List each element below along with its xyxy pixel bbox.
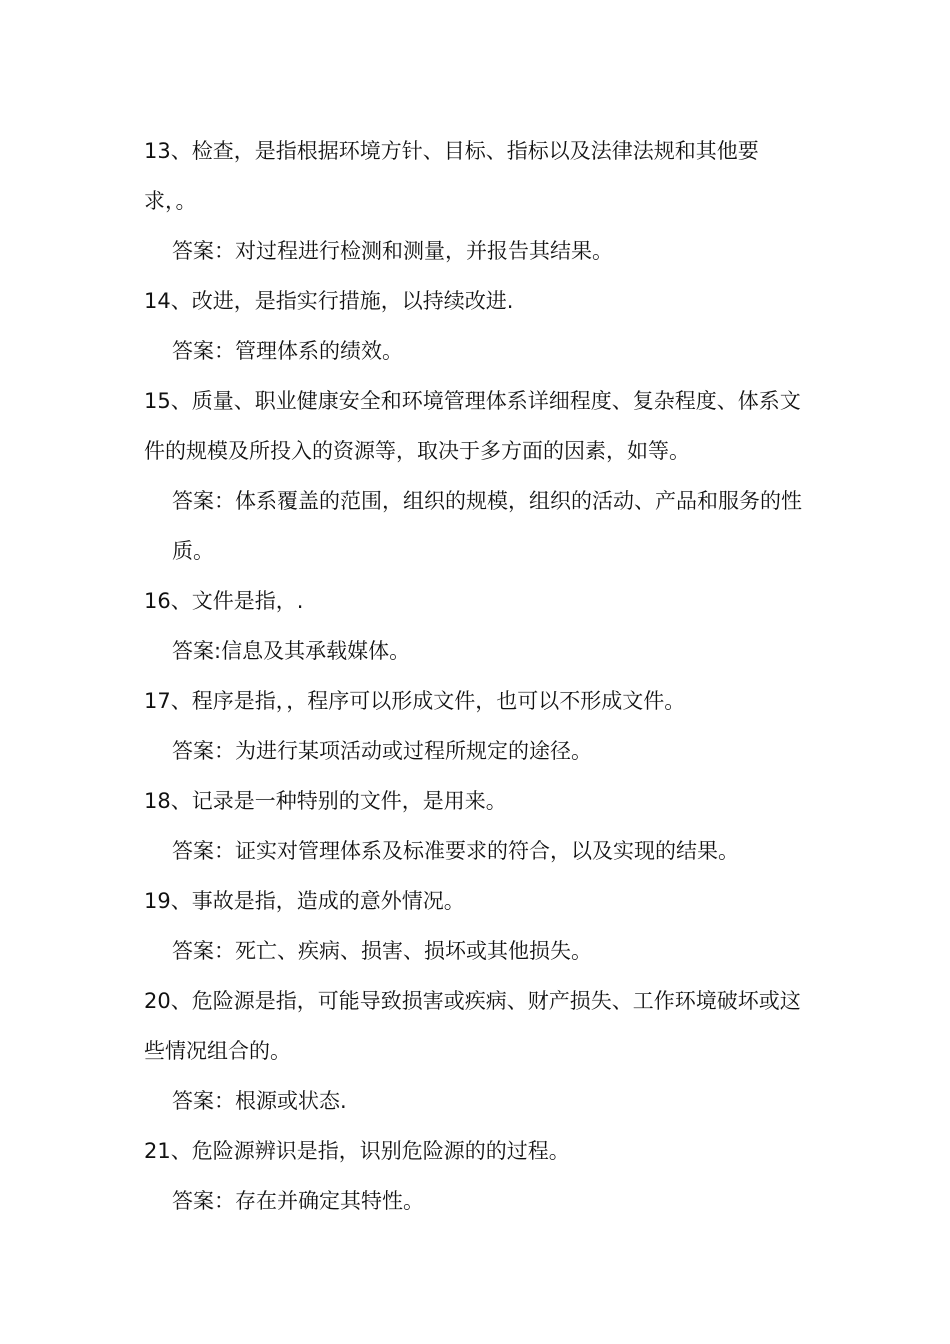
question-14: 14、改进，是指实行措施，以持续改进. bbox=[144, 289, 514, 313]
answer-13: 答案：对过程进行检测和测量，并报告其结果。 bbox=[172, 239, 613, 263]
answer-14: 答案：管理体系的绩效。 bbox=[172, 339, 403, 363]
answer-20: 答案：根源或状态. bbox=[172, 1089, 347, 1113]
answer-17: 答案：为进行某项活动或过程所规定的途径。 bbox=[172, 739, 592, 763]
question-17: 17、程序是指，，程序可以形成文件，也可以不形成文件。 bbox=[144, 689, 686, 713]
answer-19: 答案：死亡、疾病、损害、损坏或其他损失。 bbox=[172, 939, 592, 963]
question-20: 20、危险源是指，可能导致损害或疾病、财产损失、工作环境破坏或这些情况组合的。 bbox=[144, 989, 801, 1063]
question-19: 19、事故是指，造成的意外情况。 bbox=[144, 889, 465, 913]
document-body bbox=[144, 126, 810, 1226]
answer-15: 答案：体系覆盖的范围，组织的规模，组织的活动、产品和服务的性质。 bbox=[172, 489, 802, 563]
question-13: 13、检查，是指根据环境方针、目标、指标以及法律法规和其他要求，。 bbox=[144, 139, 759, 213]
question-21: 21、危险源辨识是指，识别危险源的的过程。 bbox=[144, 1139, 570, 1163]
question-15: 15、质量、职业健康安全和环境管理体系详细程度、复杂程度、体系文件的规模及所投入的资源等，取决于多方面的因素，如等。 bbox=[144, 389, 801, 463]
answer-18: 答案：证实对管理体系及标准要求的符合，以及实现的结果。 bbox=[172, 839, 739, 863]
question-18: 18、记录是一种特别的文件，是用来。 bbox=[144, 789, 507, 813]
answer-16: 答案:信息及其承载媒体。 bbox=[172, 639, 411, 663]
answer-21: 答案：存在并确定其特性。 bbox=[172, 1189, 424, 1213]
question-16: 16、文件是指，. bbox=[144, 589, 304, 613]
